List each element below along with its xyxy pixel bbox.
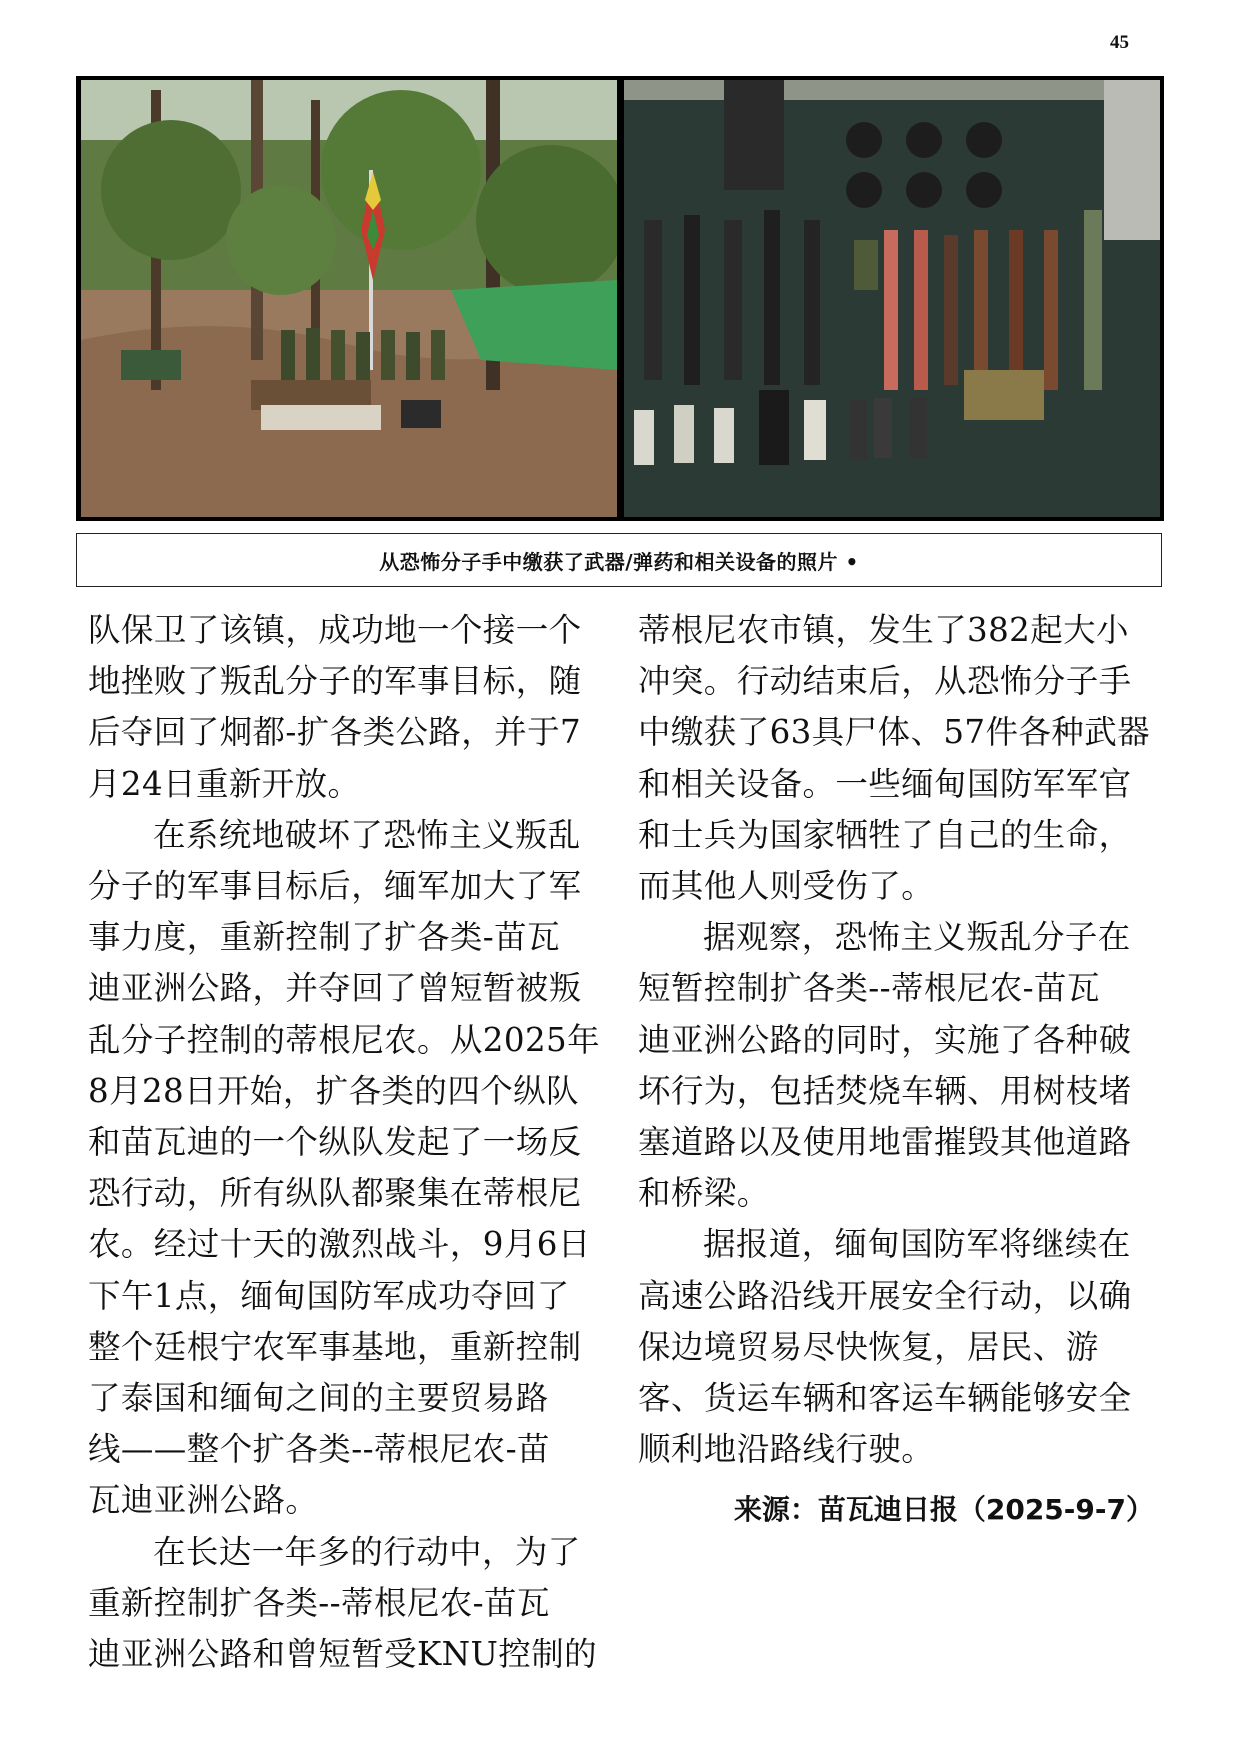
text-line: 地挫败了叛乱分子的军事目标，随	[88, 662, 582, 701]
photo-soldiers-forest	[81, 80, 617, 517]
text-line: 事力度，重新控制了扩各类-苗瓦	[88, 918, 560, 957]
page-number: 45	[1110, 32, 1129, 53]
text-line: 迪亚洲公路的同时，实施了各种破	[638, 1020, 1132, 1059]
text-line: 和士兵为国家牺牲了自己的生命，	[638, 815, 1132, 854]
text-line: 客、货运车辆和客运车辆能够安全	[638, 1379, 1132, 1418]
text-line: 8月28日开始，扩各类的四个纵队	[88, 1071, 579, 1110]
text-line: 分子的军事目标后，缅军加大了军	[88, 867, 582, 906]
text-line: 和桥梁。	[638, 1174, 770, 1213]
text-line: 在长达一年多的行动中，为了	[153, 1532, 581, 1571]
text-line: 了泰国和缅甸之间的主要贸易路	[88, 1379, 549, 1418]
right-text-column	[638, 605, 1154, 1475]
text-line: 塞道路以及使用地雷摧毁其他道路	[638, 1123, 1132, 1162]
text-line: 高速公路沿线开展安全行动，以确	[638, 1276, 1132, 1315]
paragraph	[638, 1219, 1154, 1475]
text-line: 而其他人则受伤了。	[638, 867, 935, 906]
left-text-column	[88, 605, 604, 1680]
text-line: 整个廷根宁农军事基地，重新控制	[88, 1327, 582, 1366]
text-line: 蒂根尼农市镇，发生了382起大小	[638, 611, 1129, 649]
paragraph	[88, 1527, 604, 1681]
paragraph	[638, 912, 1154, 1219]
text-line: 队保卫了该镇，成功地一个接一个	[88, 611, 582, 649]
figure-caption: 从恐怖分子手中缴获了武器/弹药和相关设备的照片 •	[76, 533, 1162, 587]
text-line: 迪亚洲公路，并夺回了曾短暂被叛	[88, 969, 582, 1008]
text-line: 后夺回了炯都-扩各类公路，并于7	[88, 713, 582, 752]
text-line: 瓦迪亚洲公路。	[88, 1481, 319, 1520]
text-line: 农。经过十天的激烈战斗，9月6日	[88, 1225, 591, 1264]
text-line: 顺利地沿路线行驶。	[638, 1430, 935, 1469]
text-line: 迪亚洲公路和曾短暂受KNU控制的	[88, 1635, 598, 1674]
text-line: 据报道，缅甸国防军将继续在	[703, 1225, 1131, 1264]
text-line: 重新控制扩各类--蒂根尼农-苗瓦	[88, 1583, 550, 1622]
photo-captured-weapons	[624, 80, 1160, 517]
text-line: 坏行为，包括焚烧车辆、用树枝堵	[638, 1071, 1132, 1110]
text-line: 冲突。行动结束后，从恐怖分子手	[638, 662, 1132, 701]
text-line: 据观察，恐怖主义叛乱分子在	[703, 918, 1131, 957]
text-line: 恐行动，所有纵队都聚集在蒂根尼	[88, 1174, 582, 1213]
photo-figure	[76, 76, 1164, 521]
text-line: 中缴获了63具尸体、57件各种武器	[638, 713, 1151, 752]
paragraph	[88, 810, 604, 1527]
text-line: 下午1点，缅甸国防军成功夺回了	[88, 1276, 570, 1315]
text-line: 保边境贸易尽快恢复，居民、游	[638, 1327, 1099, 1366]
source-attribution: 来源：苗瓦迪日报（2025-9-7）	[733, 1493, 1154, 1526]
text-line: 和相关设备。一些缅甸国防军军官	[638, 764, 1132, 803]
paragraph	[638, 605, 1154, 912]
text-line: 在系统地破坏了恐怖主义叛乱	[153, 815, 581, 854]
text-line: 短暂控制扩各类--蒂根尼农-苗瓦	[638, 969, 1100, 1008]
text-line: 和苗瓦迪的一个纵队发起了一场反	[88, 1123, 582, 1162]
text-line: 乱分子控制的蒂根尼农。从2025年	[88, 1020, 601, 1059]
text-line: 月24日重新开放。	[88, 764, 361, 803]
text-line: 线——整个扩各类--蒂根尼农-苗	[88, 1430, 550, 1469]
paragraph	[88, 605, 604, 810]
